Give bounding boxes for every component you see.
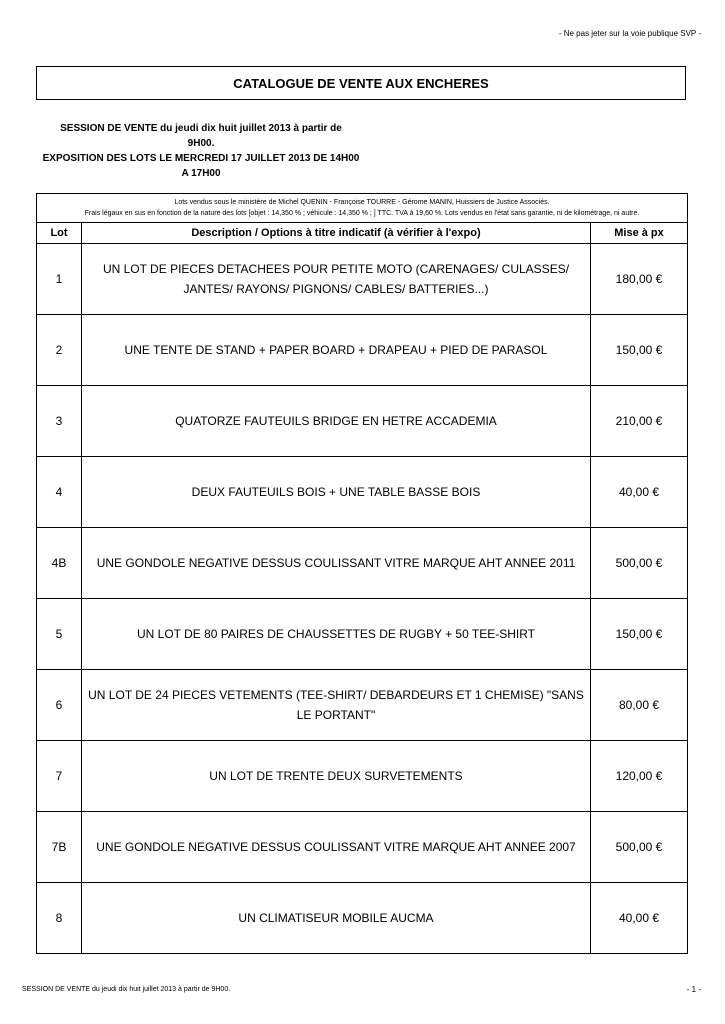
lot-description-line: DEUX FAUTEUILS BOIS + UNE TABLE BASSE BOIS [191,485,481,499]
lot-description [82,599,591,670]
lot-description [82,670,591,741]
table-row [37,599,687,670]
lots-body [37,244,687,954]
table-row [37,741,687,812]
header-lot: Lot [37,223,82,244]
lot-description-line: QUATORZE FAUTEUILS BRIDGE EN HETRE ACCADEMIA [175,414,497,428]
footer-session: SESSION DE VENTE du jeudi dix huit juillet 2013 à partir de 9H00. [22,986,231,993]
table-row [37,528,687,599]
lot-description [82,812,591,883]
lot-description-line: UNE TENTE DE STAND + PAPER BOARD + DRAPEAU + PIED DE PARASOL [124,343,548,357]
session-info [36,121,366,181]
lot-description-line: UN LOT DE TRENTE DEUX SURVETEMENTS [209,769,463,783]
table-header-row [37,223,687,244]
exposition-line: EXPOSITION DES LOTS LE MERCREDI 17 JUILLET 2013 DE 14H00 [42,153,360,164]
lot-description-line: UN LOT DE 80 PAIRES DE CHAUSSETTES DE RUGBY + 50 TEE-SHIRT [136,627,535,641]
lots-table [37,223,687,953]
lot-price: 40,00 € [591,883,688,954]
lot-number: 1 [37,244,82,315]
catalog-title [36,66,686,100]
header-price: Mise à px [591,223,688,244]
table-row [37,812,687,883]
lot-description [82,741,591,812]
lot-number: 5 [37,599,82,670]
lot-price: 180,00 € [591,244,688,315]
lot-description-line: UN LOT DE 24 PIECES VETEMENTS (TEE-SHIRT/ DEBARDEURS ET 1 CHEMISE) "SANS [88,688,584,702]
lot-number: 6 [37,670,82,741]
table-row [37,670,687,741]
lot-price: 500,00 € [591,528,688,599]
table-row [37,457,687,528]
legal-notice [37,194,687,223]
lot-description [82,244,591,315]
lot-description-line: UNE GONDOLE NEGATIVE DESSUS COULISSANT VITRE MARQUE AHT ANNEE 2007 [96,840,576,854]
lot-description [82,883,591,954]
top-note: - Ne pas jeter sur la voie publique SVP - [558,29,701,38]
lot-price: 150,00 € [591,315,688,386]
lot-number: 8 [37,883,82,954]
lot-description-line: LE PORTANT" [296,708,376,722]
session-line: 9H00. [187,138,215,149]
table-row [37,244,687,315]
lot-description-line: UNE GONDOLE NEGATIVE DESSUS COULISSANT VITRE MARQUE AHT ANNEE 2011 [96,556,576,570]
legal-line: Lots vendus sous le ministère de Michel QUENIN - Françoise TOURRE - Gérome MANIN, Huissiers de Justice Associés. [174,199,550,206]
lot-description-line: JANTES/ RAYONS/ PIGNONS/ CABLES/ BATTERIES...) [183,282,489,296]
lot-price: 150,00 € [591,599,688,670]
table-row [37,386,687,457]
exposition-line: A 17H00 [181,168,221,179]
lot-number: 2 [37,315,82,386]
header-description: Description / Options à titre indicatif (à vérifier à l'expo) [82,223,591,244]
lot-description-line: UN CLIMATISEUR MOBILE AUCMA [238,911,434,925]
lot-number: 4 [37,457,82,528]
lot-description [82,528,591,599]
lot-number: 3 [37,386,82,457]
catalog-table-frame [36,193,688,954]
catalog-title-text: CATALOGUE DE VENTE AUX ENCHERES [233,75,489,91]
lot-price: 40,00 € [591,457,688,528]
lot-number: 7B [37,812,82,883]
legal-line: Frais légaux en sus en fonction de la nature des lots [objet : 14,350 % ; véhicule : 14,350 % ; ] TTC. TVA à 19,60 %. Lots vendus en l'état sans garantie, ni de kilométrage, ni autre. [84,210,640,217]
lot-description [82,457,591,528]
lot-description-line: UN LOT DE PIECES DETACHEES POUR PETITE MOTO (CARENAGES/ CULASSES/ [102,262,570,276]
lot-number: 7 [37,741,82,812]
lot-price: 500,00 € [591,812,688,883]
table-row [37,883,687,954]
page-number: - 1 - [686,985,701,994]
session-line: SESSION DE VENTE du jeudi dix huit juillet 2013 à partir de [60,123,342,134]
table-row [37,315,687,386]
lot-description [82,386,591,457]
lot-description [82,315,591,386]
lot-price: 80,00 € [591,670,688,741]
lot-price: 120,00 € [591,741,688,812]
lot-number: 4B [37,528,82,599]
lot-price: 210,00 € [591,386,688,457]
